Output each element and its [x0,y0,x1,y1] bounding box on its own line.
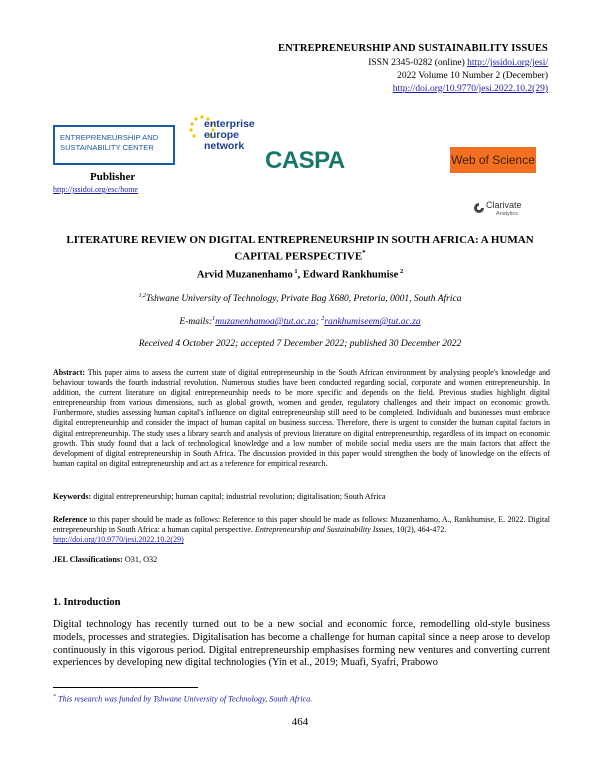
abstract-label: Abstract: [53,368,85,377]
clarivate-text: Clarivate [486,200,522,210]
esc-logo-line1: ENTREPRENEURSHIP AND [60,133,159,142]
title-line2: CAPITAL PERSPECTIVE [234,250,363,263]
publication-dates: Received 4 October 2022; accepted 7 December 2022; published 30 December 2022 [138,339,462,349]
footnote-mark: * [53,694,56,700]
affiliation [0,293,600,304]
title-line1: LITERATURE REVIEW ON DIGITAL ENTREPRENEURSHIP IN SOUTH AFRICA: A HUMAN [66,234,534,246]
page-number: 464 [291,716,309,728]
email-2-sup: 2 [321,316,325,322]
introduction-text: Digital technology has recently turned out to be a new social and economic force, remodelling old-style business models, processes and strategies. Digitalisation has become a challenge for human capital since a neep arose to develop continuously in this vigorous period. Digital entrepreneurship emphasises forming new ventures and converting current experiences by developing new digital technologies (Yin et al., 2019; Muafi, Syafri, Prabowo [53,619,550,669]
een-line2: europe [204,129,240,141]
analytics-text: Analytics [496,211,519,217]
email-separator: ; [315,317,322,328]
email-1-sup: 1 [212,316,216,322]
een-line3: network [204,140,245,152]
author-1: Arvid Muzanenhamo [196,269,293,281]
article-title [50,234,550,264]
author-2-sup: 2 [398,268,404,275]
esc-logo-line2: SUSTAINABILITY CENTER [60,143,154,152]
jel-text: O31, O32 [122,555,158,564]
author-1-sup: 1 [292,268,298,275]
email-1-link[interactable]: muzanenhamoa@tut.ac.za [215,317,316,328]
een-line1: enterprise [204,118,255,130]
title-footnote-mark: * [362,249,366,257]
reference-journal: Entrepreneurship and Sustainability Issues [254,525,393,535]
footnote [53,694,312,704]
issn-text: ISSN 2345-0282 (online) [368,58,468,68]
doi-line [393,84,548,94]
reference-doi-link[interactable]: http://doi.org/10.9770/jesi.2022.10.2(29) [53,535,184,545]
reference-label: Reference [53,515,88,524]
web-of-science-logo: Web of Science [450,147,536,173]
jel-label: JEL Classifications: [53,555,123,564]
emails [0,316,600,327]
enterprise-europe-network-logo [188,113,258,173]
publisher-link[interactable]: http://jssidoi.org/esc/home [53,185,138,194]
jel-classifications [53,555,550,564]
clarivate-icon [474,203,484,213]
publisher-label: Publisher [90,171,136,183]
reference-tail: , 10(2), 464-472. [392,525,447,535]
affiliation-text: Tshwane University of Technology, Private Bag X680, Pretoria, 0001, South Africa [146,294,462,305]
abstract-text: This paper aims to assess the current state of digital entrepreneurship in the South African environment by analysing people's knowledge and behaviour towards the fourth industrial revolution. Numerous studies have been conducted regarding social, corporate and women entrepreneurship. In addition, the current literature on digital entrepreneurship needs to be more specific and depends on the field. Previous studies highlight digital entrepreneurship from various dimensions, such as global growth, women and gender, regulatory challenges and their impact on economic growth. Furthermore, studies assessing human capital's influence on digital entrepreneurship still need to be completed. Individuals and businesses must embrace digital entrepreneurship and consider the impact of human capital on business success. Therefore, there is urgent to consider the human capital factors in digital entrepreneurship. The study uses a library search and analysis of previous literature on digital entrepreneurship, regardless of its impact on economic growth. This study found that a lack of technological knowledge and a low number of mobile social media users are the main factors that affect the development of digital entrepreneurship in South Africa. The discussion provided in this paper would strengthen the body of knowledge on the effects of human capital on digital entrepreneurship and act as a reference for empirical research. [53,368,550,468]
title-line2-wrap [50,247,550,264]
keywords [53,492,550,501]
authors [0,268,600,281]
reference [53,515,550,546]
issn-line [368,58,548,68]
author-2: Edward Rankhumise [302,269,399,281]
esc-logo [53,125,175,165]
caspa-logo: CASPA [265,147,345,174]
doi-link[interactable]: http://doi.org/10.9770/jesi.2022.10.2(29) [392,84,548,94]
affiliation-sup: 1,2 [138,293,147,299]
footnote-divider [53,687,198,688]
journal-title: ENTREPRENEURSHIP AND SUSTAINABILITY ISSUES [278,43,548,54]
emails-label: E-mails: [179,317,213,328]
abstract [53,368,550,469]
volume-line: 2022 Volume 10 Number 2 (December) [397,71,548,81]
author-separator: , [297,269,303,281]
footnote-text: This research was funded by Tshwane University of Technology, South Africa. [56,694,313,704]
publisher-line [53,185,138,194]
een-wordmark [204,119,255,152]
issn-link[interactable]: http://jssidoi.org/jesi/ [467,58,548,68]
email-2-link[interactable]: rankhumiseem@tut.ac.za [324,317,421,328]
keywords-text: digital entrepreneurship; human capital; industrial revolution; digitalisation; South Africa [91,492,386,501]
section-heading-introduction: 1. Introduction [53,597,121,608]
reference-text: to this paper should be made as follows: Reference to this paper should be made as follows: Muzanenhamo, A., Rankhumise, E. 2022. Digital entrepreneurship in South Africa: a human capital perspective. [53,515,550,535]
keywords-label: Keywords: [53,492,92,501]
